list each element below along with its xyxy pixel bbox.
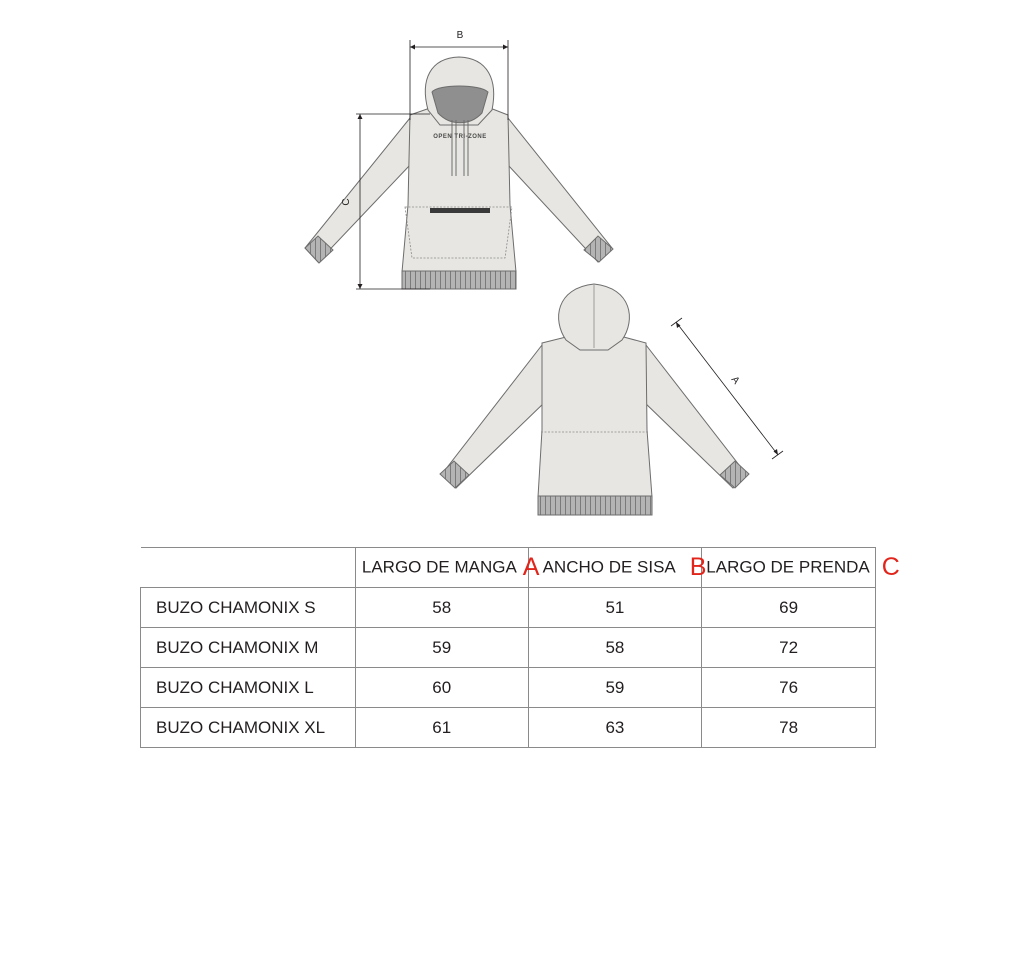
back-view	[440, 284, 749, 515]
back-body	[538, 336, 652, 497]
value-largo-de-prenda: 76	[702, 668, 876, 708]
value-ancho-de-sisa: 63	[528, 708, 702, 748]
front-view	[305, 57, 613, 289]
front-zip-pocket	[430, 208, 490, 213]
row-name: BUZO CHAMONIX S	[141, 588, 356, 628]
table-row	[141, 628, 876, 668]
row-name: BUZO CHAMONIX XL	[141, 708, 356, 748]
dimension-b-label: B	[456, 30, 464, 41]
value-largo-de-manga: 59	[355, 628, 528, 668]
value-largo-de-manga: 58	[355, 588, 528, 628]
back-waistband	[538, 496, 652, 515]
column-header-largo-de-prenda	[702, 548, 900, 588]
row-name: BUZO CHAMONIX M	[141, 628, 356, 668]
column-header-letter: C	[881, 553, 900, 581]
table-header-row	[141, 548, 876, 588]
chest-print-logo: OPEN TRI-ZONE	[433, 134, 487, 140]
dimension-c-label: C	[341, 198, 352, 206]
column-header-letter: B	[689, 553, 707, 581]
value-largo-de-prenda: 69	[702, 588, 876, 628]
value-largo-de-prenda: 78	[702, 708, 876, 748]
dimension-a-label: A	[728, 374, 742, 387]
column-header-letter: A	[522, 553, 540, 581]
table-row	[141, 708, 876, 748]
column-header-label: LARGO DE MANGA	[361, 557, 517, 577]
value-ancho-de-sisa: 58	[528, 628, 702, 668]
table-row	[141, 668, 876, 708]
front-waistband	[402, 271, 516, 289]
column-header-largo-de-manga	[355, 548, 540, 588]
row-name: BUZO CHAMONIX L	[141, 668, 356, 708]
front-body	[402, 108, 516, 272]
value-ancho-de-sisa: 51	[528, 588, 702, 628]
size-chart-table	[140, 547, 900, 748]
value-largo-de-manga: 61	[355, 708, 528, 748]
table-row	[141, 588, 876, 628]
column-header-label: ANCHO DE SISA	[542, 557, 676, 577]
column-header-ancho-de-sisa	[528, 548, 707, 588]
value-ancho-de-sisa: 59	[528, 668, 702, 708]
value-largo-de-prenda: 72	[702, 628, 876, 668]
column-header-label: LARGO DE PRENDA	[706, 557, 870, 577]
value-largo-de-manga: 60	[355, 668, 528, 708]
table-corner-cell	[141, 548, 356, 588]
